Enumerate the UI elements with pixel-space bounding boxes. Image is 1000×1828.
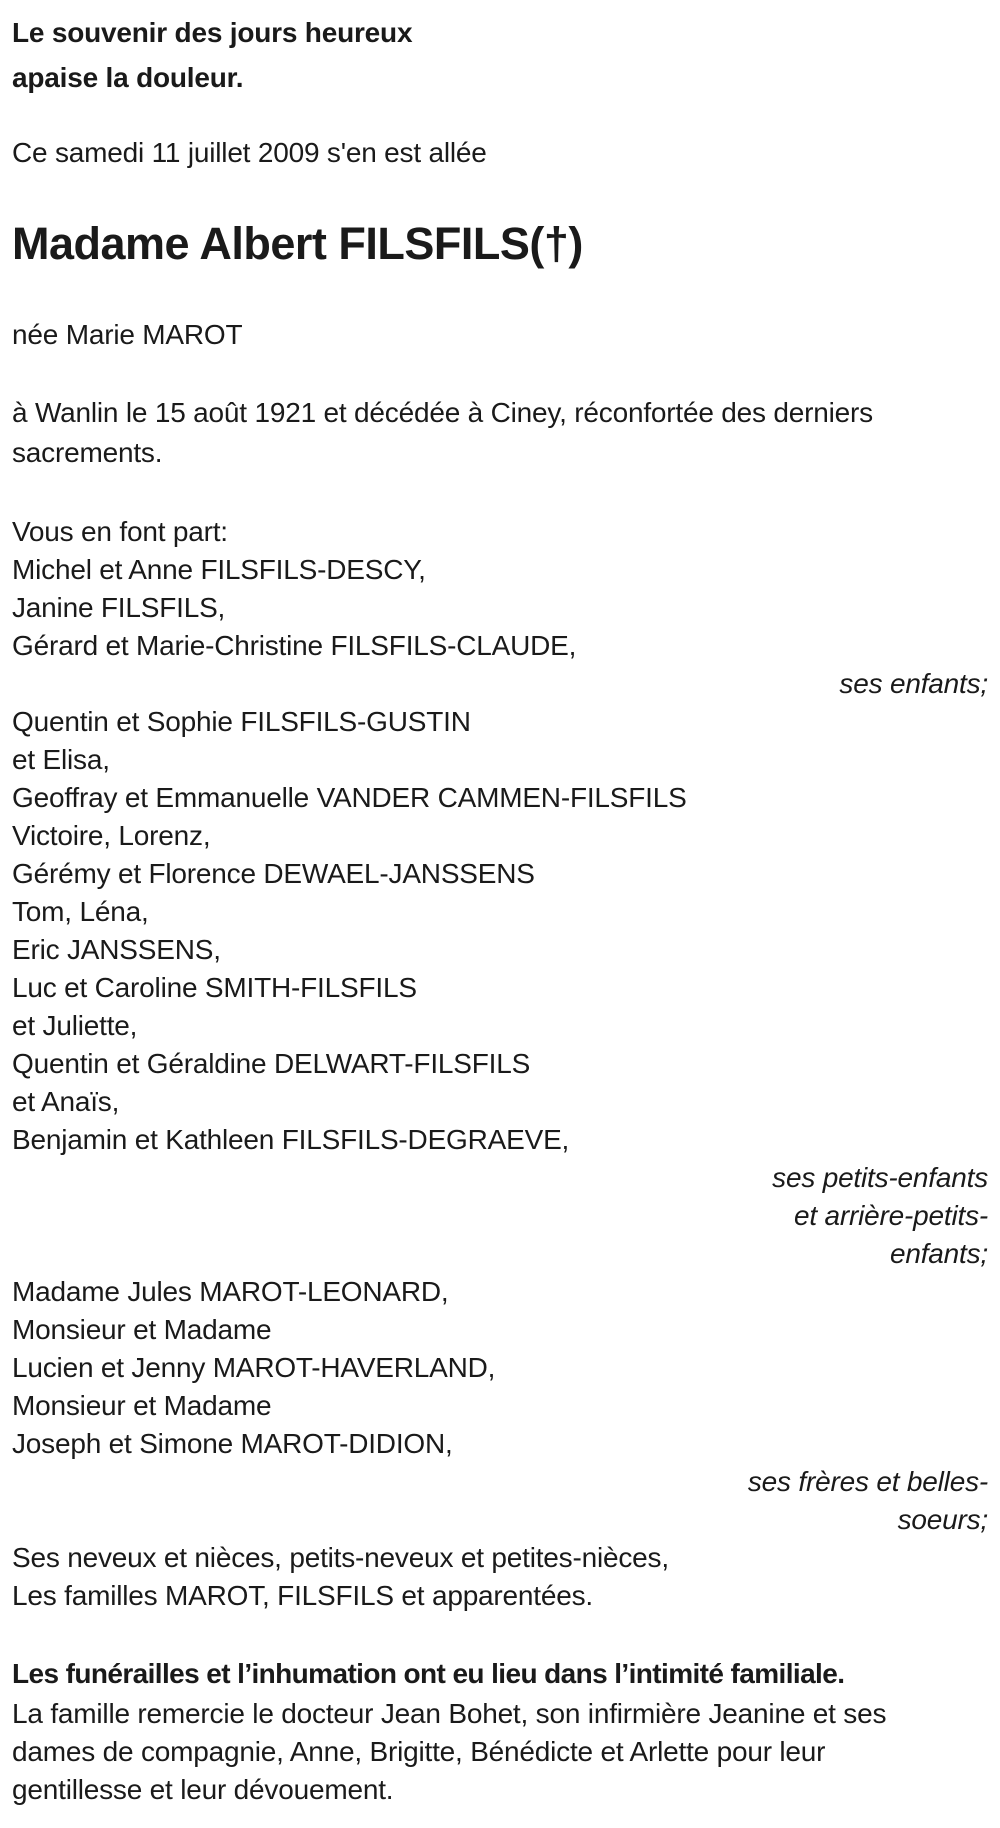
- thanks-line: gentillesse et leur dévouement.: [12, 1774, 394, 1805]
- announcement-section: [12, 513, 988, 1615]
- family-line: Lucien et Jenny MAROT-HAVERLAND,: [12, 1352, 496, 1383]
- family-group: [12, 1273, 988, 1539]
- family-group: [12, 703, 988, 1273]
- deceased-name-title: Madame Albert FILSFILS(†): [12, 218, 583, 269]
- relation-label-line: ses enfants;: [839, 668, 988, 699]
- family-line: et Juliette,: [12, 1010, 138, 1041]
- family-line: Monsieur et Madame: [12, 1314, 272, 1345]
- family-line: Gérard et Marie-Christine FILSFILS-CLAUDE,: [12, 630, 577, 661]
- family-group: [12, 1539, 988, 1615]
- family-line: et Elisa,: [12, 744, 110, 775]
- thanks-paragraph: [12, 1695, 988, 1809]
- death-intro-line: Ce samedi 11 juillet 2009 s'en est allée: [12, 137, 487, 168]
- thanks-line: dames de compagnie, Anne, Brigitte, Bénédicte et Arlette pour leur: [12, 1736, 826, 1767]
- family-line: Tom, Léna,: [12, 896, 149, 927]
- family-line: Victoire, Lorenz,: [12, 820, 211, 851]
- birth-death-details: [12, 393, 988, 473]
- family-line: Ses neveux et nièces, petits-neveux et petites-nièces,: [12, 1542, 669, 1573]
- memorial-quote: [12, 10, 988, 100]
- family-line: Madame Jules MAROT-LEONARD,: [12, 1276, 449, 1307]
- funeral-notice: Les funérailles et l’inhumation ont eu lieu dans l’intimité familiale.: [12, 1658, 845, 1689]
- thanks-line: La famille remercie le docteur Jean Bohet, son infirmière Jeanine et ses: [12, 1698, 887, 1729]
- family-groups: [12, 551, 988, 1615]
- relation-label-line: ses petits-enfants: [772, 1162, 988, 1193]
- memorial-quote-line-1: Le souvenir des jours heureux: [12, 17, 413, 48]
- family-line: Eric JANSSENS,: [12, 934, 221, 965]
- closing-section: [12, 1653, 988, 1809]
- family-group: [12, 551, 988, 703]
- family-line: Janine FILSFILS,: [12, 592, 226, 623]
- relation-label-line: enfants;: [889, 1238, 988, 1269]
- birth-death-line: à Wanlin le 15 août 1921 et décédée à Ciney, réconfortée des derniers: [12, 397, 873, 428]
- family-line: Gérémy et Florence DEWAEL-JANSSENS: [12, 858, 535, 889]
- maiden-name: née Marie MAROT: [12, 319, 243, 350]
- relation-label-line: soeurs;: [897, 1504, 988, 1535]
- family-line: Quentin et Géraldine DELWART-FILSFILS: [12, 1048, 531, 1079]
- family-line: Quentin et Sophie FILSFILS-GUSTIN: [12, 706, 471, 737]
- memorial-quote-line-2: apaise la douleur.: [12, 62, 244, 93]
- family-line: Geoffray et Emmanuelle VANDER CAMMEN-FILSFILS: [12, 782, 687, 813]
- relation-label-line: et arrière-petits-: [793, 1200, 988, 1231]
- family-line: Luc et Caroline SMITH-FILSFILS: [12, 972, 417, 1003]
- family-line: Monsieur et Madame: [12, 1390, 272, 1421]
- family-line: Les familles MAROT, FILSFILS et apparentées.: [12, 1580, 594, 1611]
- announcement-heading: Vous en font part:: [12, 516, 228, 547]
- family-line: Benjamin et Kathleen FILSFILS-DEGRAEVE,: [12, 1124, 570, 1155]
- family-line: et Anaïs,: [12, 1086, 120, 1117]
- family-line: Joseph et Simone MAROT-DIDION,: [12, 1428, 453, 1459]
- birth-death-line: sacrements.: [12, 437, 163, 468]
- family-line: Michel et Anne FILSFILS-DESCY,: [12, 554, 426, 585]
- relation-label-line: ses frères et belles-: [747, 1466, 988, 1497]
